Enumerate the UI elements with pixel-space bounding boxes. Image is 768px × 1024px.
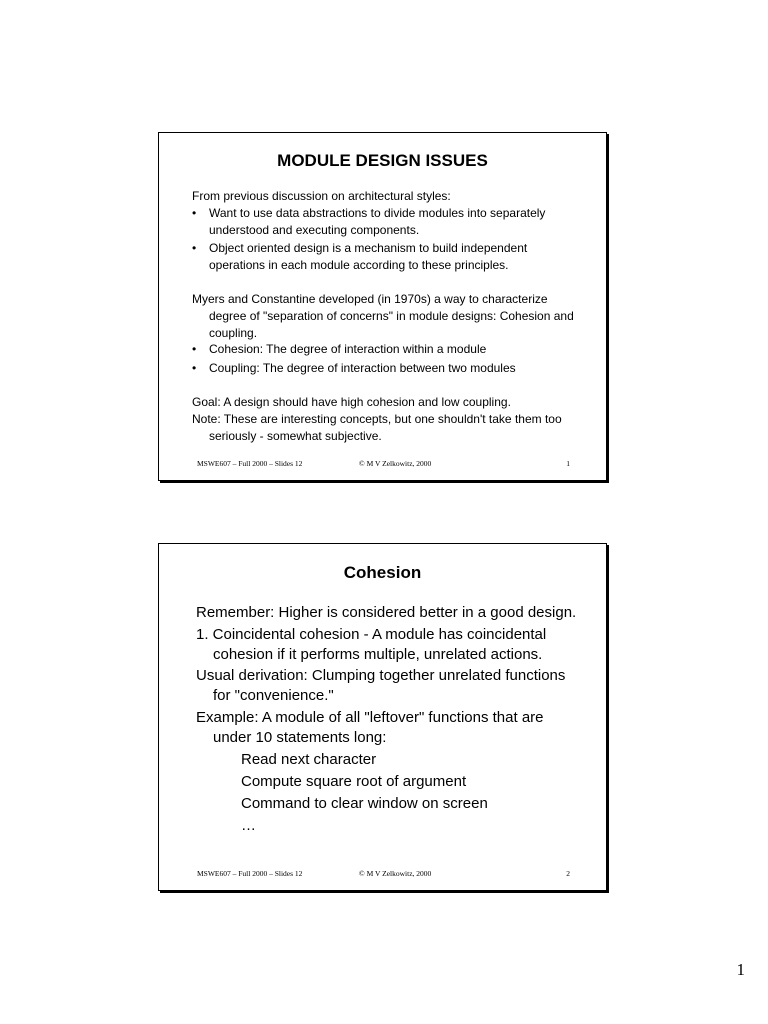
note-text: Note: These are interesting concepts, but one shouldn't take them too seriously - somewhat subjective.	[192, 411, 562, 443]
slide-footer	[197, 459, 570, 469]
footer-course: MSWE607 – Full 2000 – Slides 12	[197, 869, 303, 878]
bullet-glyph: •	[192, 241, 197, 256]
page-number: 1	[736, 960, 745, 979]
example-item: Compute square root of argument	[241, 773, 467, 790]
example-item: Read next character	[241, 751, 377, 768]
footer-course: MSWE607 – Full 2000 – Slides 12	[197, 459, 303, 468]
bullet-text: Want to use data abstractions to divide modules into separately understood and executing components.	[209, 205, 546, 237]
slide-2	[158, 543, 607, 891]
body-line: Example: A module of all "leftover" functions that are under 10 statements long:	[196, 708, 544, 746]
footer-copyright: © M V Zelkowitz, 2000	[359, 459, 432, 468]
bullet-glyph: •	[192, 205, 197, 220]
slide-body	[192, 188, 580, 444]
paragraph-text: Myers and Constantine developed (in 1970s) a way to characterize degree of "separation of concerns" in module designs: Cohesion and coupling.	[192, 291, 574, 340]
example-item: …	[241, 817, 256, 834]
bullet-item	[192, 240, 580, 274]
bullet-glyph: •	[192, 342, 197, 357]
slide-footer	[197, 869, 570, 879]
bullet-text: Cohesion: The degree of interaction within a module	[209, 342, 487, 357]
slide-1	[158, 132, 607, 481]
body-line: Remember: Higher is considered better in a good design.	[196, 604, 577, 621]
example-item: Command to clear window on screen	[241, 795, 488, 812]
bullet-text: Object oriented design is a mechanism to build independent operations in each module according to these principles.	[209, 241, 528, 273]
body-line: Usual derivation: Clumping together unrelated functions for "convenience."	[196, 667, 566, 704]
bullet-item	[192, 360, 580, 377]
slide-title: Cohesion	[343, 563, 422, 582]
footer-copyright: © M V Zelkowitz, 2000	[359, 869, 432, 878]
bullet-item	[192, 205, 580, 239]
goal-text: Goal: A design should have high cohesion and low coupling.	[192, 394, 511, 409]
intro-text: From previous discussion on architectural styles:	[192, 189, 451, 203]
bullet-text: Coupling: The degree of interaction between two modules	[209, 361, 516, 376]
bullet-item	[192, 341, 580, 358]
footer-slide-number: 2	[566, 869, 570, 878]
slide-body	[196, 603, 580, 837]
slide-title: MODULE DESIGN ISSUES	[277, 151, 488, 170]
footer-slide-number: 1	[566, 459, 570, 468]
body-line: 1. Coincidental cohesion - A module has coincidental cohesion if it performs multiple, unrelated actions.	[196, 625, 547, 663]
bullet-glyph: •	[192, 361, 197, 376]
